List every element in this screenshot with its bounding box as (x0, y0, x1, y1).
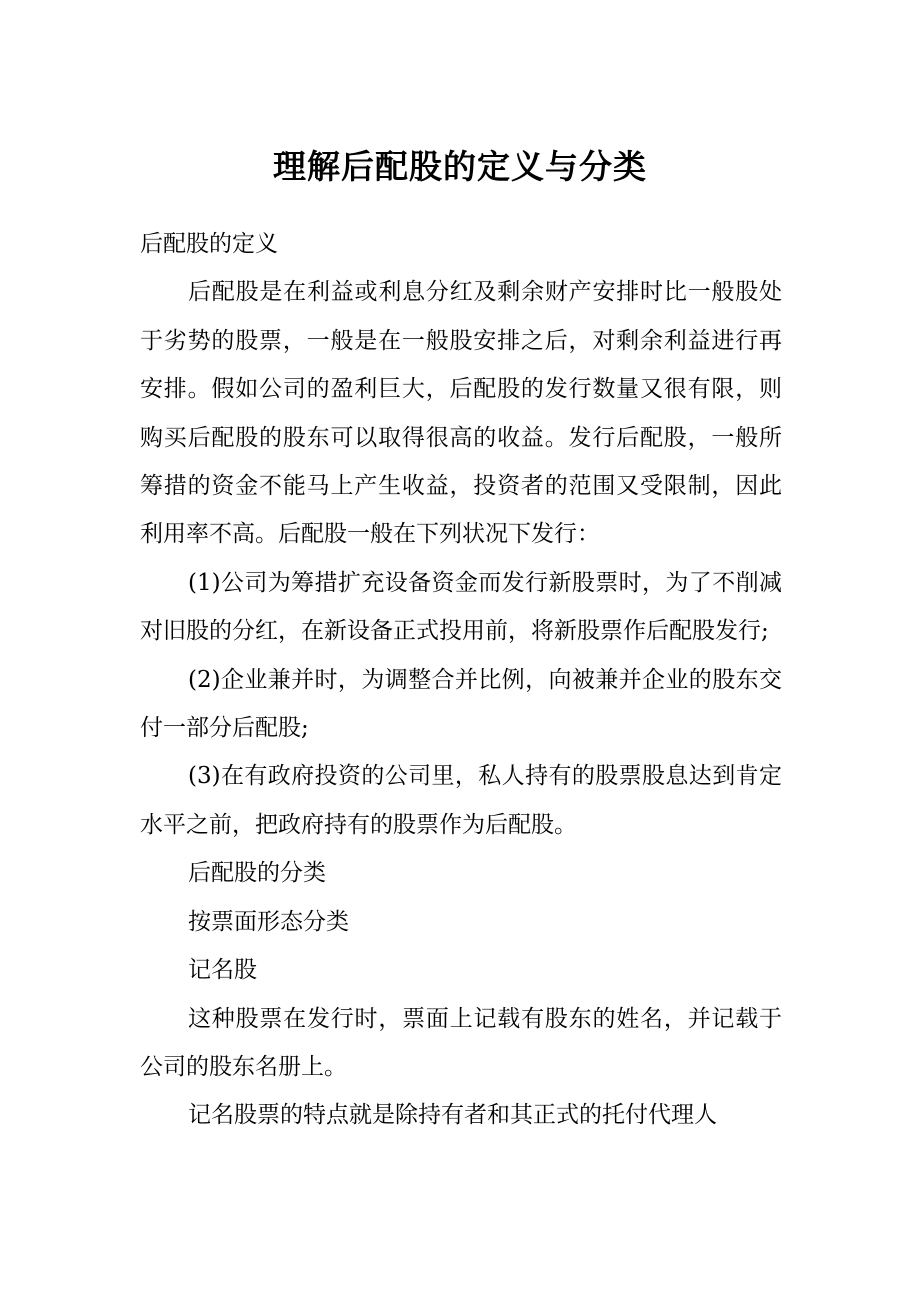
subheading-registered-stock: 记名股 (188, 957, 257, 984)
section-heading-definition: 后配股的定义 (140, 231, 278, 257)
document-body (140, 220, 782, 1140)
list-item-1: (1)公司为筹措扩充设备资金而发行新股票时，为了不削减对旧股的分红，在新设备正式投用前，将新股票作后配股发行; (140, 569, 782, 645)
list-item-3: (3)在有政府投资的公司里，私人持有的股票股息达到肯定水平之前，把政府持有的股票作为后配股。 (140, 763, 782, 838)
document-title: 理解后配股的定义与分类 (273, 147, 647, 186)
paragraph-registered-stock: 这种股票在发行时，票面上记载有股东的姓名，并记载于公司的股东名册上。 (140, 1005, 782, 1080)
section-heading-classification: 后配股的分类 (188, 860, 326, 887)
paragraph-registered-features: 记名股票的特点就是除持有者和其正式的托付代理人 (188, 1102, 717, 1129)
subheading-by-form: 按票面形态分类 (188, 908, 349, 935)
list-item-2: (2)企业兼并时，为调整合并比例，向被兼并企业的股东交付一部分后配股; (140, 666, 782, 742)
paragraph-definition: 后配股是在利益或利息分红及剩余财产安排时比一般股处于劣势的股票，一般是在一般股安排之后，对剩余利益进行再安排。假如公司的盈利巨大，后配股的发行数量又很有限，则购买后配股的股东可以取得很高的收益。发行后配股，一般所筹措的资金不能马上产生收益，投资者的范围又受限制，因此利用率不高。后配股一般在下列状况下发行： (140, 279, 782, 548)
